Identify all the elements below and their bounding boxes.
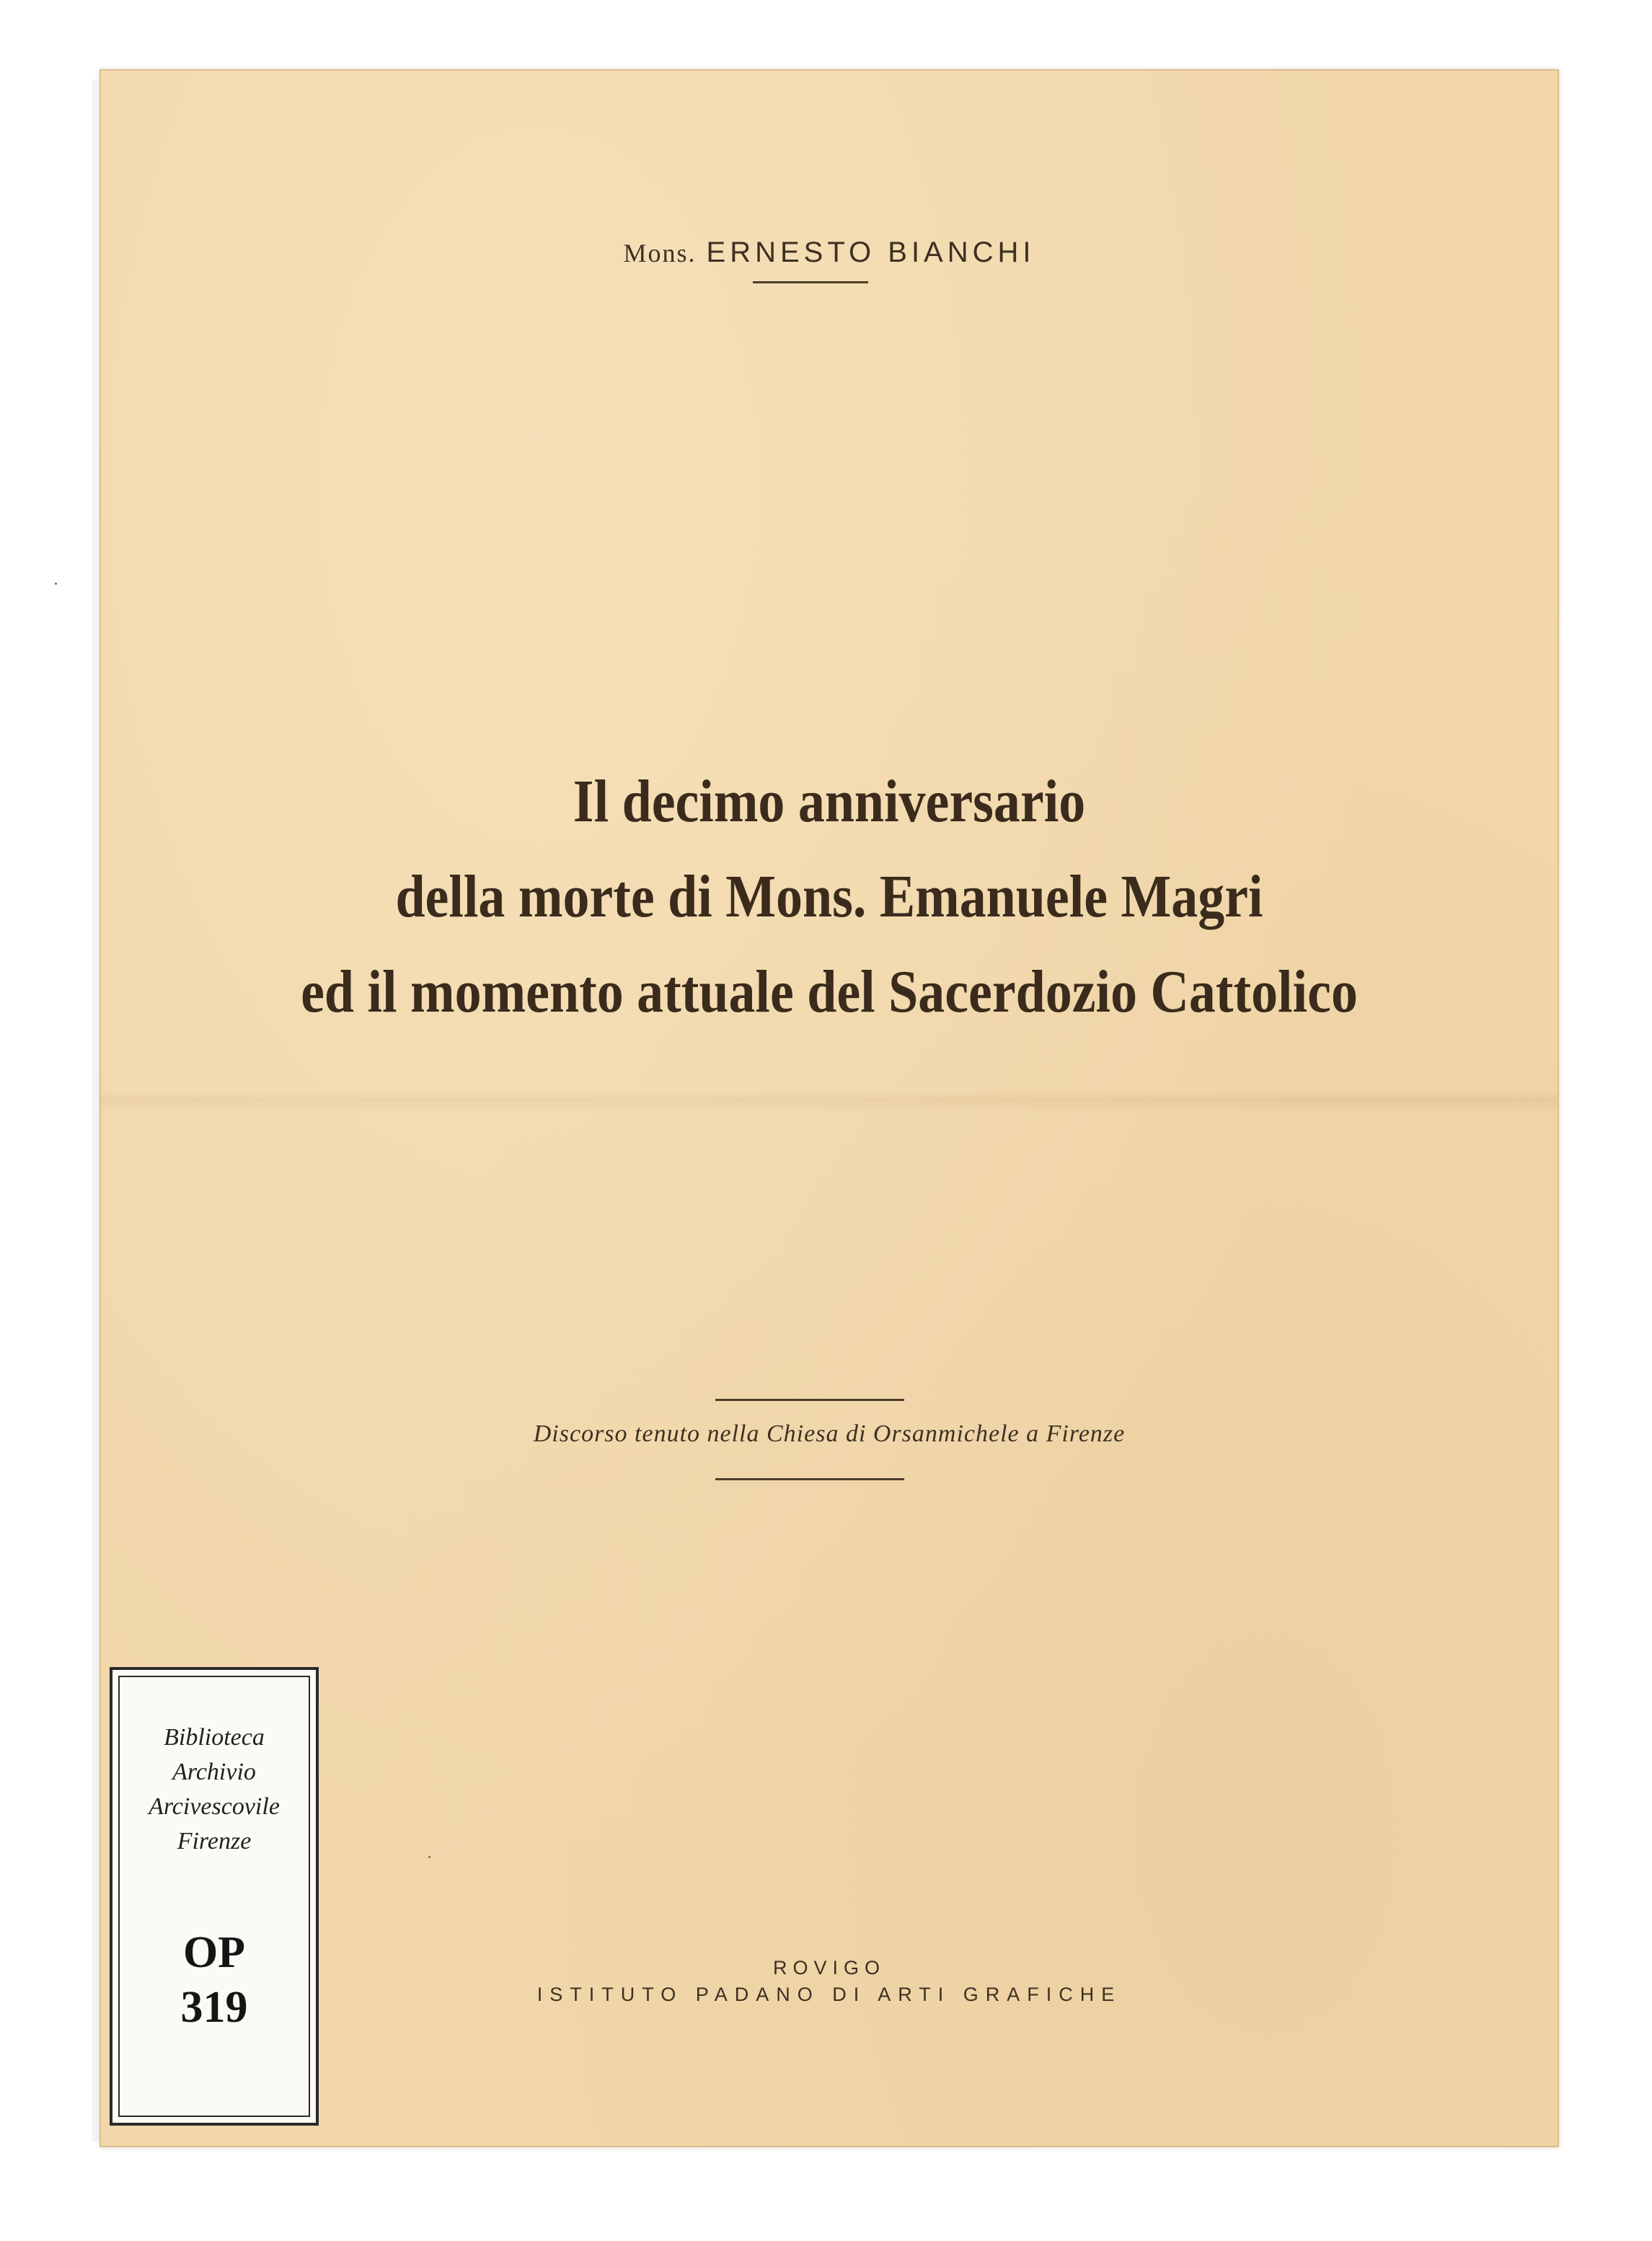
- subtitle-rule-top: [715, 1399, 904, 1401]
- subtitle-rule-bottom: [715, 1478, 904, 1480]
- paper-speck: [55, 583, 57, 585]
- shelfmark-series: OP: [182, 1928, 246, 1977]
- title: [101, 754, 1558, 1040]
- paper-speck: [428, 1856, 430, 1858]
- shelfmark-number: 319: [180, 1983, 248, 2032]
- library-name: [112, 1720, 316, 1859]
- subtitle: Discorso tenuto nella Chiesa di Orsanmichele a Firenze: [533, 1420, 1126, 1447]
- library-name-line: Archivio: [172, 1759, 256, 1785]
- author-name: ERNESTO BIANCHI: [706, 237, 1035, 268]
- library-name-line: Arcivescovile: [149, 1793, 280, 1820]
- publisher-city: ROVIGO: [772, 1957, 885, 1979]
- publisher-name: ISTITUTO PADANO DI ARTI GRAFICHE: [536, 1984, 1122, 2005]
- title-line-2: della morte di Mons. Emanuele Magri: [395, 863, 1263, 930]
- author-underline: [753, 281, 868, 283]
- library-shelf-label: [110, 1667, 319, 2126]
- library-name-line: Biblioteca: [164, 1724, 265, 1751]
- title-line-1: Il decimo anniversario: [573, 768, 1086, 835]
- title-line-3: ed il momento attuale del Sacerdozio Cattolico: [301, 958, 1358, 1025]
- shelfmark: [112, 1925, 316, 2035]
- publisher-block: [101, 1957, 1558, 2006]
- author-line: [101, 235, 1558, 269]
- library-name-line: Firenze: [177, 1828, 252, 1855]
- author-prefix: Mons.: [623, 239, 697, 268]
